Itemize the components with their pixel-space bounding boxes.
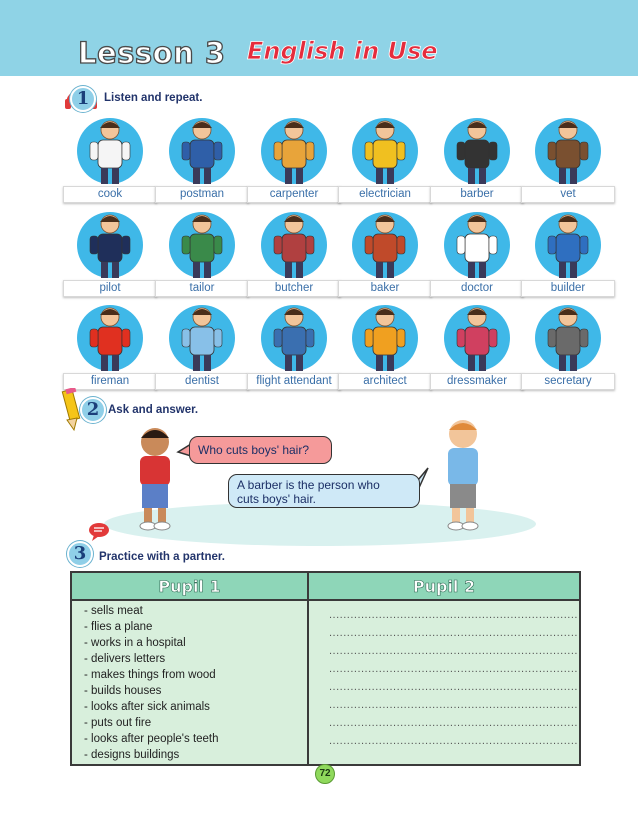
job-card [155,301,249,391]
job-card [247,301,341,391]
job-label: tailor [155,280,249,297]
job-illustration [521,208,615,284]
pupil-1-header: Pupil 1 [71,572,308,600]
job-card [430,301,524,391]
job-card [155,208,249,298]
job-card [430,208,524,298]
job-illustration [247,208,341,284]
job-illustration [430,114,524,190]
pupil-2-answer-line[interactable]: ...................................................................... [329,735,578,747]
job-illustration [521,114,615,190]
pupil-2-answer-line[interactable]: ...................................................................... [329,699,578,711]
job-card [521,301,615,391]
job-card [63,114,157,204]
job-label: secretary [521,373,615,390]
job-label: flight attendant [247,373,341,390]
pupil-1-item: - makes things from wood [84,669,216,681]
pupil-2-answer-line[interactable]: ...................................................................... [329,645,578,657]
job-illustration [430,208,524,284]
speech-icon [88,522,110,542]
job-illustration [338,301,432,377]
job-illustration [155,114,249,190]
pupil-1-item: - designs buildings [84,749,180,761]
job-illustration [63,114,157,190]
pupil-1-cell [71,600,308,765]
job-label: builder [521,280,615,297]
job-label: pilot [63,280,157,297]
pupil-2-answer-line[interactable]: ...................................................................... [329,681,578,693]
job-label: fireman [63,373,157,390]
job-label: dentist [155,373,249,390]
job-illustration [521,301,615,377]
job-label: carpenter [247,186,341,203]
job-card [155,114,249,204]
answer-line-1: A barber is the person who [237,478,380,492]
job-illustration [63,301,157,377]
job-label: butcher [247,280,341,297]
question-bubble [189,436,332,464]
job-illustration [338,208,432,284]
job-card [338,208,432,298]
job-card [247,114,341,204]
job-card [63,208,157,298]
page-number: 72 [315,764,335,784]
job-card [521,114,615,204]
partner-table [70,571,581,766]
section-3-label: Practice with a partner. [99,551,225,563]
answer-line-2: cuts boys' hair. [237,492,316,506]
job-label: baker [338,280,432,297]
pupil-2-cell [308,600,580,765]
job-card [338,301,432,391]
job-illustration [155,301,249,377]
pupil-1-item: - puts out fire [84,717,152,729]
lesson-subtitle: English in Use [247,37,438,65]
pupil-1-item: - looks after sick animals [84,701,210,713]
job-card [430,114,524,204]
job-label: dressmaker [430,373,524,390]
answer-bubble [228,474,420,508]
job-label: barber [430,186,524,203]
section-1-number: 1 [70,86,96,112]
job-label: vet [521,186,615,203]
pupil-2-answer-line[interactable]: ...................................................................... [329,609,578,621]
pupil-1-item: - delivers letters [84,653,166,665]
pupil-2-answer-lines [309,601,579,750]
pupil-1-list [72,601,307,763]
job-illustration [430,301,524,377]
job-label: cook [63,186,157,203]
section-3-number: 3 [67,541,93,567]
pupil-1-item: - flies a plane [84,621,153,633]
job-illustration [247,301,341,377]
job-illustration [247,114,341,190]
pupil-2-answer-line[interactable]: ...................................................................... [329,627,578,639]
job-card [63,301,157,391]
pupil-2-answer-line[interactable]: ...................................................................... [329,663,578,675]
pupil-1-item: - looks after people's teeth [84,733,219,745]
job-label: doctor [430,280,524,297]
job-label: postman [155,186,249,203]
section-2-number: 2 [80,397,106,423]
question-text: Who cuts boys' hair? [198,443,310,457]
job-card [338,114,432,204]
job-illustration [338,114,432,190]
section-2-label: Ask and answer. [108,404,199,416]
job-illustration [155,208,249,284]
job-card [521,208,615,298]
section-1-label: Listen and repeat. [104,92,203,104]
pupil-1-item: - works in a hospital [84,637,186,649]
pupil-2-answer-line[interactable]: ...................................................................... [329,717,578,729]
lesson-title: Lesson 3 [78,36,226,70]
job-label: electrician [338,186,432,203]
job-illustration [63,208,157,284]
pupil-1-item: - builds houses [84,685,162,697]
pupil-2-header: Pupil 2 [308,572,580,600]
job-label: architect [338,373,432,390]
pupil-1-item: - sells meat [84,605,143,617]
job-card [247,208,341,298]
